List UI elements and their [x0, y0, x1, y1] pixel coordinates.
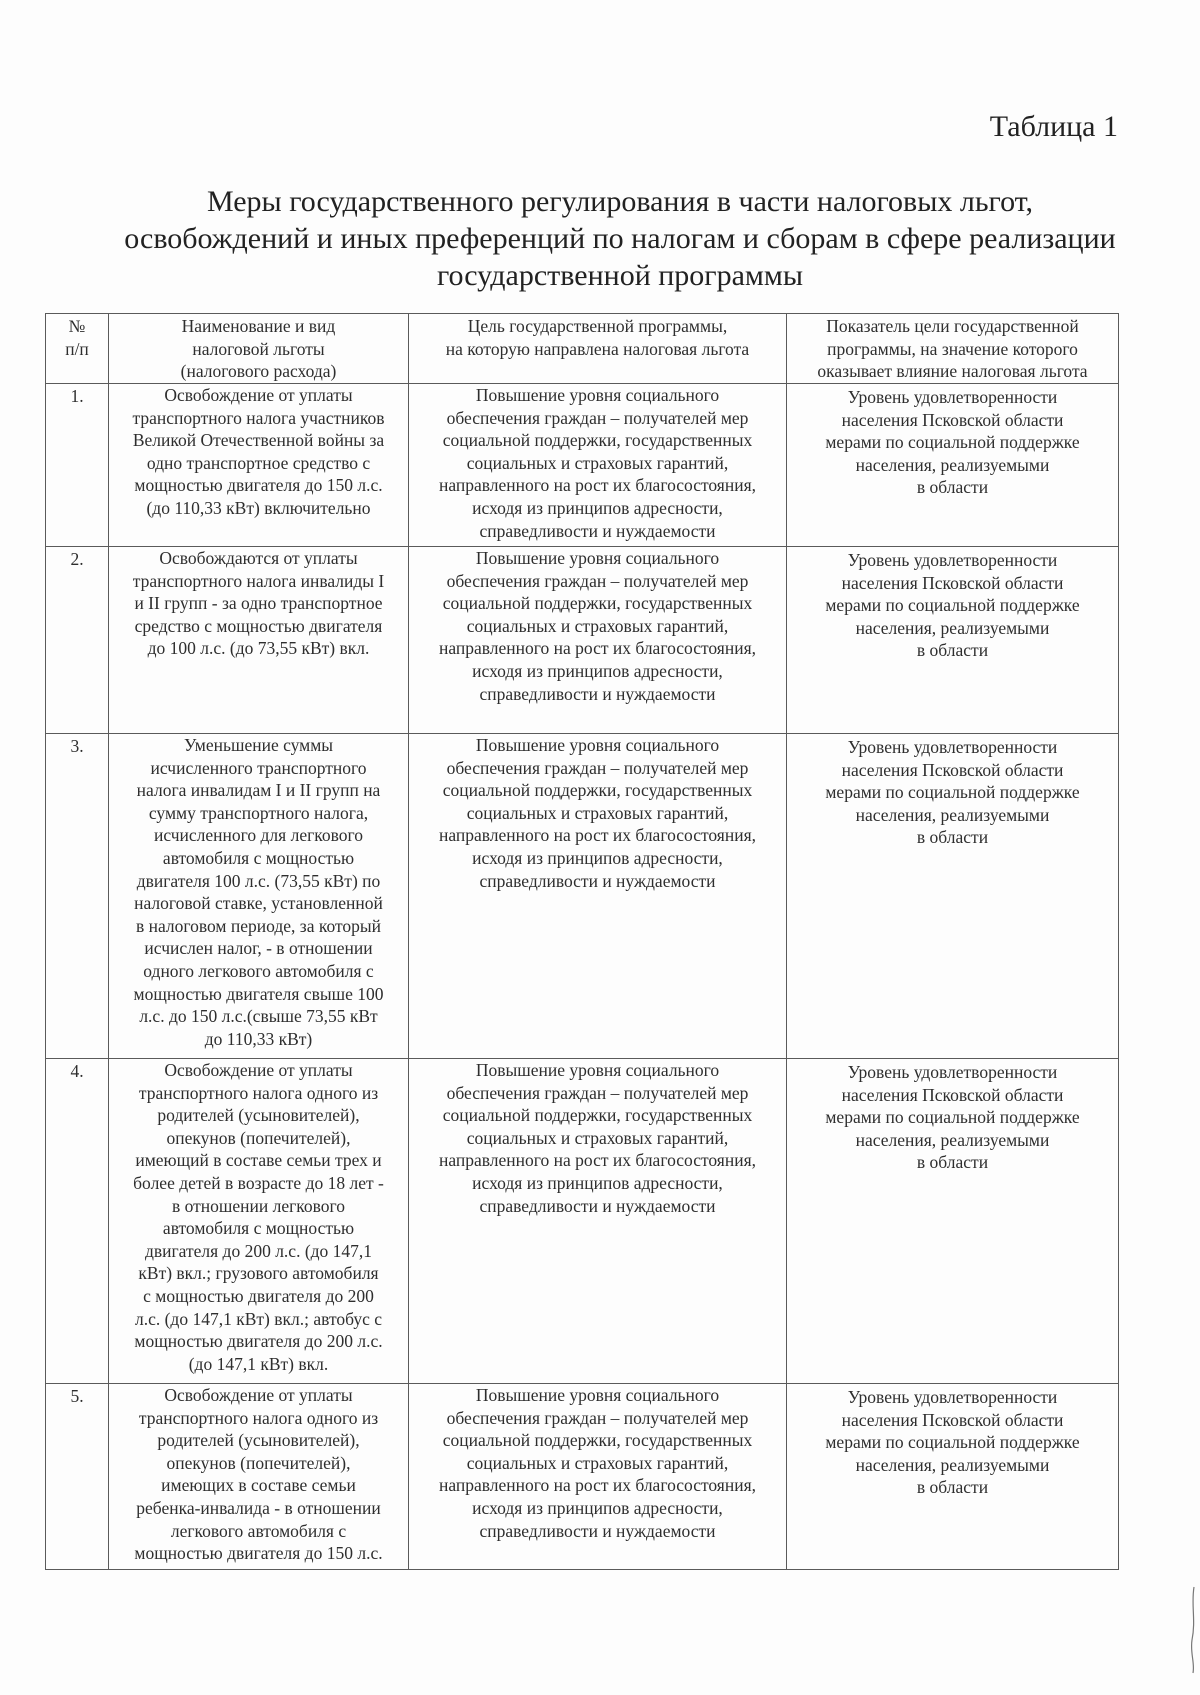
- scan-edge-mark: [1188, 1585, 1198, 1675]
- goal-indicator-cell: Уровень удовлетворенности населения Псковской области мерами по социальной поддержке населения, реализуемыми в области: [787, 1384, 1119, 1570]
- goal-indicator-cell: Уровень удовлетворенности населения Псковской области мерами по социальной поддержке населения, реализуемыми в области: [787, 547, 1119, 734]
- goal-indicator-cell: Уровень удовлетворенности населения Псковской области мерами по социальной поддержке населения, реализуемыми в области: [787, 734, 1119, 1059]
- row-number: 1.: [46, 384, 109, 547]
- column-header-program-goal: Цель государственной программы, на которую направлена налоговая льгота: [409, 314, 787, 384]
- program-goal-cell: Повышение уровня социального обеспечения граждан – получателей мер социальной поддержки, государственных социальных и страховых гарантий, направленного на рост их благосостояния, исходя из принципов адресности, справедливости и нуждаемости: [409, 384, 787, 547]
- column-header-goal-indicator: Показатель цели государственной программы, на значение которого оказывает влияние налоговая льгота: [787, 314, 1119, 384]
- row-number: 3.: [46, 734, 109, 1059]
- title-line: государственной программы: [436, 259, 804, 292]
- row-number: 2.: [46, 547, 109, 734]
- goal-indicator-cell: Уровень удовлетворенности населения Псковской области мерами по социальной поддержке населения, реализуемыми в области: [787, 1059, 1119, 1384]
- title-line: Меры государственного регулирования в части налоговых льгот,: [206, 185, 1034, 218]
- row-number: 5.: [46, 1384, 109, 1570]
- program-goal-cell: Повышение уровня социального обеспечения граждан – получателей мер социальной поддержки, государственных социальных и страховых гарантий, направленного на рост их благосостояния, исходя из принципов адресности, справедливости и нуждаемости: [409, 1384, 787, 1570]
- benefit-name-cell: Освобождаются от уплаты транспортного налога инвалиды I и II групп - за одно транспортное средство с мощностью двигателя до 100 л.с. (до 73,55 кВт) вкл.: [109, 547, 409, 734]
- program-goal-cell: Повышение уровня социального обеспечения граждан – получателей мер социальной поддержки, государственных социальных и страховых гарантий, направленного на рост их благосостояния, исходя из принципов адресности, справедливости и нуждаемости: [409, 547, 787, 734]
- program-goal-cell: Повышение уровня социального обеспечения граждан – получателей мер социальной поддержки, государственных социальных и страховых гарантий, направленного на рост их благосостояния, исходя из принципов адресности, справедливости и нуждаемости: [409, 734, 787, 1059]
- table-header-row: [46, 314, 1119, 384]
- benefit-name-cell: Освобождение от уплаты транспортного налога одного из родителей (усыновителей), опекунов (попечителей), имеющий в составе семьи трех и более детей в возрасте до 18 лет - в отношении легкового автомобиля с мощностью двигателя до 200 л.с. (до 147,1 кВт) вкл.; грузового автомобиля с мощностью двигателя до 200 л.с. (до 147,1 кВт) вкл.; автобус с мощностью двигателя до 200 л.с. (до 147,1 кВт) вкл.: [109, 1059, 409, 1384]
- table-number: Таблица 1: [989, 110, 1118, 143]
- table-row: [46, 734, 1119, 1059]
- table-row: [46, 384, 1119, 547]
- row-number: 4.: [46, 1059, 109, 1384]
- program-goal-cell: Повышение уровня социального обеспечения граждан – получателей мер социальной поддержки, государственных социальных и страховых гарантий, направленного на рост их благосостояния, исходя из принципов адресности, справедливости и нуждаемости: [409, 1059, 787, 1384]
- title-line: освобождений и иных преференций по налогам и сборам в сфере реализации: [124, 222, 1116, 255]
- column-header-benefit-name: Наименование и вид налоговой льготы (налогового расхода): [109, 314, 409, 384]
- table-row: [46, 547, 1119, 734]
- column-header-number: № п/п: [46, 314, 109, 384]
- benefit-name-cell: Освобождение от уплаты транспортного налога участников Великой Отечественной войны за одно транспортное средство с мощностью двигателя до 150 л.с. (до 110,33 кВт) включительно: [109, 384, 409, 547]
- benefit-name-cell: Освобождение от уплаты транспортного налога одного из родителей (усыновителей), опекунов (попечителей), имеющих в составе семьи ребенка-инвалида - в отношении легкового автомобиля с мощностью двигателя до 150 л.с.: [109, 1384, 409, 1570]
- benefit-name-cell: Уменьшение суммы исчисленного транспортного налога инвалидам I и II групп на сумму транспортного налога, исчисленного для легкового автомобиля с мощностью двигателя 100 л.с. (73,55 кВт) по налоговой ставке, установленной в налоговом периоде, за который исчислен налог, - в отношении одного легкового автомобиля с мощностью двигателя свыше 100 л.с. до 150 л.с.(свыше 73,55 кВт до 110,33 кВт): [109, 734, 409, 1059]
- goal-indicator-cell: Уровень удовлетворенности населения Псковской области мерами по социальной поддержке населения, реализуемыми в области: [787, 384, 1119, 547]
- table-row: [46, 1059, 1119, 1384]
- tax-benefits-table: [45, 313, 1119, 1570]
- document-title: [110, 183, 1130, 294]
- table-row: [46, 1384, 1119, 1570]
